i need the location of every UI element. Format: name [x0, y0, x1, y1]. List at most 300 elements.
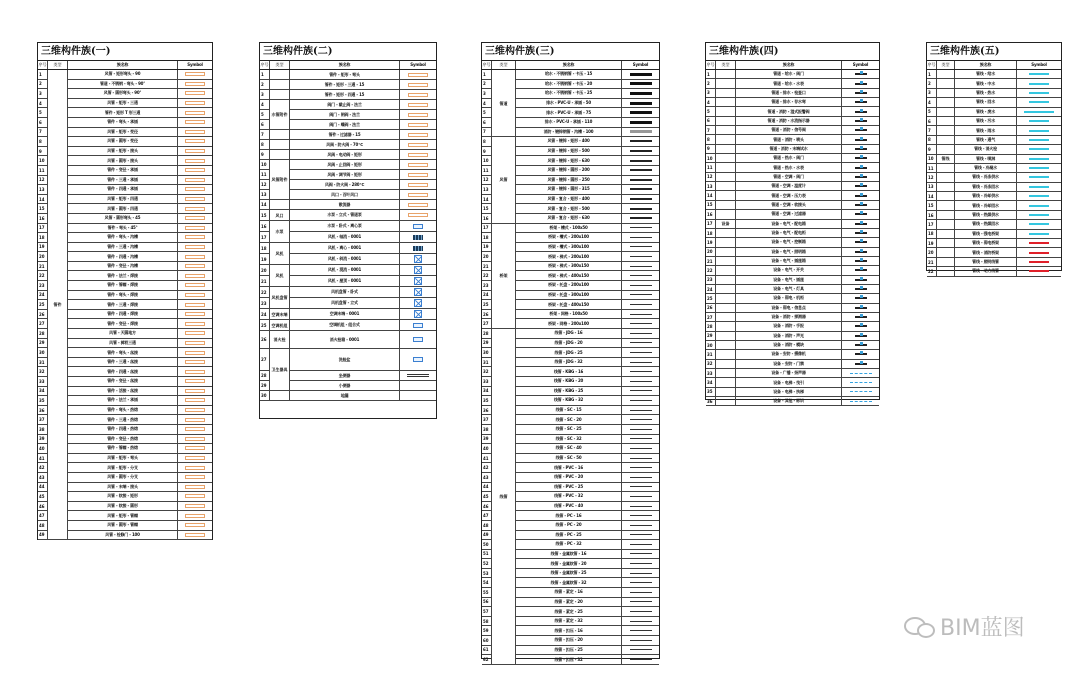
- table-header: [260, 61, 436, 70]
- family-symbol: [1017, 201, 1061, 209]
- family-symbol: [622, 607, 659, 616]
- family-symbol: [178, 291, 212, 300]
- family-symbol: [400, 200, 436, 209]
- symbol-line-thin-icon: [630, 486, 652, 487]
- row-index: 34: [38, 387, 48, 396]
- family-symbol: [842, 238, 879, 246]
- family-symbol: [622, 578, 659, 587]
- row-index: 5: [260, 110, 270, 119]
- family-symbol: [178, 473, 212, 482]
- row-category: [716, 238, 736, 246]
- family-name: 风阀 - 止回阀 - 矩形: [290, 160, 400, 169]
- family-name: 设备 - 电梯 - 曳引: [736, 378, 842, 386]
- family-symbol: [842, 154, 879, 162]
- family-name: 管件 - 变径 - 热熔: [68, 435, 178, 444]
- family-name: 管道 - 空调 - 压力表: [736, 191, 842, 199]
- row-index: 40: [38, 444, 48, 453]
- symbol-line-thick-icon: [630, 73, 652, 76]
- row-category: [937, 192, 955, 200]
- header-symbol: Symbol: [632, 62, 649, 67]
- symbol-pipe-icon: [855, 111, 867, 113]
- family-symbol: [178, 329, 212, 338]
- wechat-icon: [904, 613, 936, 639]
- family-name: 设备 - 电气 - 灯具: [736, 285, 842, 293]
- symbol-pipe-icon: [855, 307, 867, 309]
- family-name: 桥架 - 网格 - 100x50: [516, 310, 622, 319]
- family-symbol: [178, 128, 212, 137]
- family-symbol: [622, 396, 659, 405]
- row-index: 62: [482, 655, 492, 664]
- row-category: [716, 126, 736, 134]
- family-symbol: [622, 243, 659, 252]
- family-symbol: [622, 233, 659, 242]
- family-name: 风管 - 圆形 - 四通: [68, 204, 178, 213]
- family-symbol: [622, 291, 659, 300]
- row-category: [716, 248, 736, 256]
- symbol-line-thin-icon: [630, 448, 652, 449]
- family-symbol: [622, 626, 659, 635]
- family-name: 风口 - 百叶风口: [290, 190, 400, 199]
- family-name: 管道 - 空调 - 软接头: [736, 201, 842, 209]
- family-symbol: [178, 339, 212, 348]
- row-index: 34: [706, 378, 716, 386]
- table-row: [927, 230, 1061, 239]
- row-index: 30: [706, 341, 716, 349]
- symbol-line-thin-icon: [630, 294, 652, 295]
- category-cell: 空调机组: [270, 320, 290, 330]
- family-symbol: [622, 559, 659, 568]
- table-row: [927, 173, 1061, 182]
- header-symbol: Symbol: [852, 62, 869, 67]
- family-symbol: [178, 348, 212, 357]
- symbol-cross-icon: [414, 266, 422, 274]
- row-category: [716, 135, 736, 143]
- family-symbol: [622, 89, 659, 98]
- family-name: 线管 - PVC - 32: [516, 492, 622, 501]
- family-name: 设备 - 电气 - 控制箱: [736, 238, 842, 246]
- row-category: [937, 145, 955, 153]
- header-category: 类型: [937, 61, 955, 69]
- family-name: 风管 - 圆形 - 接头: [68, 156, 178, 165]
- family-symbol: [400, 298, 436, 308]
- family-symbol: [400, 221, 436, 231]
- row-index: 28: [482, 329, 492, 338]
- row-index: 26: [482, 310, 492, 319]
- table-row: [927, 239, 1061, 248]
- symbol-rect-icon: [185, 187, 205, 191]
- row-index: 30: [482, 348, 492, 357]
- family-symbol: [178, 310, 212, 319]
- family-name: 线管 - JDG - 32: [516, 358, 622, 367]
- family-symbol: [178, 271, 212, 280]
- family-name: 管线 - 冷冻回水: [955, 183, 1017, 191]
- symbol-line-thin-icon: [630, 544, 652, 545]
- family-symbol: [400, 80, 436, 89]
- family-name: 风管 - 圆形 - 变径: [68, 137, 178, 146]
- symbol-rect-icon: [185, 216, 205, 220]
- family-symbol: [622, 224, 659, 233]
- row-category: [716, 388, 736, 396]
- row-category: [716, 70, 736, 78]
- family-name: 风管 - 检修门 - 100: [68, 531, 178, 540]
- family-name: 风机 - 轴流 - 0001: [290, 232, 400, 242]
- symbol-pipe-icon: [855, 353, 867, 355]
- row-category: [716, 154, 736, 162]
- family-name: 风管 - 裤衩三通: [68, 339, 178, 348]
- row-index: 20: [927, 248, 937, 256]
- symbol-rect-icon: [185, 235, 205, 239]
- family-symbol: [400, 381, 436, 390]
- header-category: 类型: [48, 61, 68, 69]
- family-name: 管件 - 过滤器 - 15: [290, 130, 400, 139]
- family-symbol: [178, 492, 212, 501]
- family-symbol: [178, 195, 212, 204]
- header-name: 族名称: [68, 61, 178, 69]
- family-symbol: [622, 271, 659, 280]
- family-symbol: [842, 126, 879, 134]
- row-index: 31: [482, 358, 492, 367]
- row-index: 2: [38, 80, 48, 89]
- family-symbol: [178, 502, 212, 511]
- family-name: 风机盘管 - 立式: [290, 298, 400, 308]
- table-row: [706, 107, 879, 116]
- family-name: 管线 - 中水: [955, 79, 1017, 87]
- symbol-rect-icon: [408, 163, 428, 167]
- category-cell: 风机盘管: [270, 287, 290, 308]
- symbol-rect-icon: [185, 485, 205, 489]
- symbol-red-icon: [1029, 270, 1049, 272]
- symbol-line-thick-icon: [630, 82, 652, 85]
- family-symbol: [622, 463, 659, 472]
- family-symbol: [400, 70, 436, 79]
- family-symbol: [622, 415, 659, 424]
- family-name: 风机 - 混流 - 0001: [290, 265, 400, 275]
- row-index: 5: [927, 108, 937, 116]
- symbol-dbl-icon: [407, 374, 429, 377]
- family-symbol: [622, 473, 659, 482]
- row-index: 40: [482, 444, 492, 453]
- family-name: 管件 - 变径 - 沟槽: [68, 262, 178, 271]
- row-index: 48: [482, 521, 492, 530]
- row-index: 35: [38, 396, 48, 405]
- row-category: [716, 350, 736, 358]
- family-name: 管线 - 弱电桥架: [955, 239, 1017, 247]
- family-name: 阀门 - 闸阀 - 法兰: [290, 110, 400, 119]
- symbol-rect-icon: [185, 504, 205, 508]
- symbol-pipe-icon: [855, 363, 867, 365]
- symbol-dash-icon: [850, 382, 872, 383]
- family-symbol: [178, 166, 212, 175]
- symbol-rect-icon: [185, 293, 205, 297]
- row-index: 38: [38, 425, 48, 434]
- row-index: 36: [38, 406, 48, 415]
- family-symbol: [400, 150, 436, 159]
- family-name: 管线 - 消防桥架: [955, 248, 1017, 256]
- row-index: 54: [482, 578, 492, 587]
- table-row: [927, 98, 1061, 107]
- symbol-rect-icon: [408, 93, 428, 97]
- family-name: 管线 - 废水: [955, 108, 1017, 116]
- symbol-black-icon: [413, 246, 423, 251]
- row-category: [716, 201, 736, 209]
- row-index: 12: [260, 180, 270, 189]
- family-name: 线管 - 紧定 - 20: [516, 598, 622, 607]
- row-index: 9: [482, 147, 492, 156]
- symbol-rect-icon: [185, 91, 205, 95]
- table-header: [482, 61, 659, 70]
- family-name: 桥架 - 托盘 - 300x100: [516, 291, 622, 300]
- family-name: 管件 - 法兰 - 焊接: [68, 271, 178, 280]
- row-index: 27: [706, 313, 716, 321]
- row-index: 29: [482, 339, 492, 348]
- row-index: 2: [927, 79, 937, 87]
- family-name: 设备 - 电气 - 配电柜: [736, 229, 842, 237]
- row-index: 29: [260, 381, 270, 390]
- family-name: 管道 - 消防 - 水流指示器: [736, 117, 842, 125]
- symbol-rect-icon: [408, 133, 428, 137]
- family-name: 管道 - 消防 - 湿式报警阀: [736, 107, 842, 115]
- row-index: 41: [38, 454, 48, 463]
- symbol-rect-icon: [185, 341, 205, 345]
- row-index: 4: [38, 99, 48, 108]
- symbol-pipe pipe-red-icon: [855, 157, 867, 159]
- family-name: 管线 - 热水: [955, 89, 1017, 97]
- symbol-rect-icon: [185, 72, 205, 76]
- family-symbol: [1017, 230, 1061, 238]
- family-symbol: [842, 350, 879, 358]
- row-index: 3: [482, 89, 492, 98]
- row-index: 20: [482, 252, 492, 261]
- row-index: 24: [38, 291, 48, 300]
- row-index: 24: [482, 291, 492, 300]
- symbol-rect-icon: [408, 83, 428, 87]
- symbol-line-thin-icon: [630, 640, 652, 641]
- symbol-rect-icon: [408, 73, 428, 77]
- row-category: [270, 70, 290, 79]
- family-symbol: [400, 130, 436, 139]
- family-symbol: [400, 170, 436, 179]
- table-row: [706, 350, 879, 359]
- family-name: 阀门 - 截止阀 - 法兰: [290, 100, 400, 109]
- family-symbol: [1017, 173, 1061, 181]
- family-symbol: [622, 444, 659, 453]
- row-index: 15: [927, 201, 937, 209]
- family-symbol: [622, 502, 659, 511]
- symbol-line-thin-icon: [630, 630, 652, 631]
- symbol-pipe-icon: [855, 297, 867, 299]
- family-name: 给水 - 不锈钢管 - 卡压 - 15: [516, 70, 622, 79]
- symbol-cyan-icon: [1029, 139, 1049, 141]
- row-category: [716, 210, 736, 218]
- family-name: 风管 - 圆形弯头 - 45: [68, 214, 178, 223]
- header-index: 序号: [927, 62, 936, 67]
- sheet-2: [259, 42, 437, 419]
- symbol-line-med-icon: [630, 169, 652, 171]
- table-row: [706, 378, 879, 387]
- symbol-pipe-icon: [855, 279, 867, 281]
- family-name: 管件 - 四通 - 丝接: [68, 367, 178, 376]
- family-name: 风阀 - 防火阀 - 70℃: [290, 140, 400, 149]
- symbol-line-thin-icon: [630, 553, 652, 554]
- family-name: 管线 - 污水: [955, 117, 1017, 125]
- table-row: [706, 322, 879, 331]
- symbol-line-thin-icon: [630, 592, 652, 593]
- family-symbol: [842, 70, 879, 78]
- sheet-5: [926, 42, 1062, 274]
- row-category: [937, 201, 955, 209]
- family-name: 线管 - 紧定 - 16: [516, 588, 622, 597]
- row-index: 11: [38, 166, 48, 175]
- symbol-red-icon: [1029, 261, 1049, 263]
- family-name: 管线 - 照明线管: [955, 258, 1017, 266]
- row-index: 39: [482, 435, 492, 444]
- row-index: 15: [706, 201, 716, 209]
- family-name: 管线 - 雨水: [955, 126, 1017, 134]
- family-symbol: [842, 378, 879, 386]
- row-index: 26: [706, 304, 716, 312]
- family-symbol: [842, 173, 879, 181]
- row-index: 49: [38, 531, 48, 540]
- table-header: [38, 61, 212, 70]
- row-index: 7: [706, 126, 716, 134]
- row-category: [937, 126, 955, 134]
- row-index: 52: [482, 559, 492, 568]
- symbol-rect-icon: [185, 398, 205, 402]
- family-symbol: [842, 266, 879, 274]
- symbol-line-med-icon: [630, 140, 652, 142]
- row-index: 25: [260, 320, 270, 330]
- family-symbol: [842, 360, 879, 368]
- row-index: 11: [706, 163, 716, 171]
- row-index: 4: [927, 98, 937, 106]
- family-name: 管道 - 给水 - 阀门: [736, 70, 842, 78]
- symbol-pipe pipe-red-icon: [855, 213, 867, 215]
- row-index: 35: [482, 396, 492, 405]
- symbol-rect-icon: [185, 197, 205, 201]
- family-symbol: [842, 313, 879, 321]
- symbol-rect-icon: [408, 113, 428, 117]
- row-index: 42: [38, 463, 48, 472]
- row-index: 23: [482, 281, 492, 290]
- symbol-line-thin-icon: [630, 534, 652, 535]
- family-name: 空调机组 - 组合式: [290, 320, 400, 330]
- family-symbol: [400, 110, 436, 119]
- row-category: [937, 79, 955, 87]
- family-symbol: [622, 137, 659, 146]
- table-row: [927, 183, 1061, 192]
- row-category: [937, 89, 955, 97]
- family-name: 管件 - 四通 - 沟槽: [68, 252, 178, 261]
- family-name: 管线 - 给水: [955, 70, 1017, 78]
- family-name: 线管 - SC - 40: [516, 444, 622, 453]
- row-index: 33: [706, 369, 716, 377]
- family-name: 设备 - 电气 - 配电箱: [736, 220, 842, 228]
- row-index: 33: [38, 377, 48, 386]
- family-name: 风管 - 圆形 - 管帽: [68, 521, 178, 530]
- family-symbol: [622, 281, 659, 290]
- row-index: 27: [38, 319, 48, 328]
- symbol-line-thin-icon: [630, 621, 652, 622]
- family-name: 设备 - 电气 - 插座: [736, 276, 842, 284]
- family-name: 风管 - 圆形 - 分支: [68, 473, 178, 482]
- symbol-pipe-icon: [855, 129, 867, 131]
- family-symbol: [178, 233, 212, 242]
- family-name: 小便器: [290, 381, 400, 390]
- row-index: 5: [38, 108, 48, 117]
- symbol-line-thin-icon: [630, 506, 652, 507]
- family-symbol: [622, 166, 659, 175]
- family-name: 管线 - 动力线管: [955, 267, 1017, 275]
- symbol-rect-icon: [185, 245, 205, 249]
- family-symbol: [622, 598, 659, 607]
- symbol-line-thin-icon: [630, 467, 652, 468]
- family-name: 线管 - JDG - 20: [516, 339, 622, 348]
- row-index: 10: [706, 154, 716, 162]
- family-symbol: [178, 70, 212, 79]
- row-index: 28: [260, 371, 270, 380]
- symbol-box-icon: [413, 357, 423, 362]
- family-name: 空调末端 - 0001: [290, 309, 400, 319]
- family-symbol: [622, 511, 659, 520]
- watermark-text: BIM蓝图: [940, 615, 1025, 641]
- family-symbol: [622, 454, 659, 463]
- sheet-title: 三维构件族(五): [927, 43, 1061, 61]
- row-index: 21: [927, 258, 937, 266]
- table-row: [927, 211, 1061, 220]
- symbol-box-icon: [413, 323, 423, 328]
- row-index: 17: [482, 224, 492, 233]
- row-index: 21: [260, 276, 270, 286]
- row-index: 4: [706, 98, 716, 106]
- category-cell: 管线: [937, 155, 955, 163]
- symbol-pipe-icon: [855, 232, 867, 234]
- header-name: 族名称: [290, 61, 400, 69]
- family-symbol: [178, 454, 212, 463]
- family-symbol: [178, 300, 212, 309]
- symbol-rect-icon: [185, 370, 205, 374]
- family-symbol: [842, 257, 879, 265]
- row-index: 2: [482, 80, 492, 89]
- row-index: 12: [706, 173, 716, 181]
- row-index: 19: [38, 243, 48, 252]
- symbol-line-med-icon: [630, 150, 652, 152]
- row-index: 32: [706, 360, 716, 368]
- row-index: 42: [482, 463, 492, 472]
- header-symbol: Symbol: [187, 62, 203, 67]
- row-index: 9: [260, 150, 270, 159]
- row-category: [270, 391, 290, 400]
- row-index: 6: [706, 117, 716, 125]
- table-row: [706, 332, 879, 341]
- row-index: 10: [927, 155, 937, 163]
- symbol-line-med-icon: [630, 160, 652, 162]
- row-index: 18: [260, 243, 270, 253]
- family-symbol: [622, 377, 659, 386]
- row-category: [716, 182, 736, 190]
- family-name: 管件 - 矩形 - 弯头: [290, 70, 400, 79]
- row-index: 6: [260, 120, 270, 129]
- symbol-rect-icon: [185, 437, 205, 441]
- family-name: 线管 - KBG - 32: [516, 396, 622, 405]
- family-symbol: [842, 135, 879, 143]
- symbol-line-thin-icon: [630, 496, 652, 497]
- family-symbol: [842, 107, 879, 115]
- table-row: [927, 89, 1061, 98]
- family-name: 管件 - 弯头 - 焊接: [68, 291, 178, 300]
- family-symbol: [842, 248, 879, 256]
- row-index: 22: [927, 267, 937, 275]
- row-index: 5: [482, 108, 492, 117]
